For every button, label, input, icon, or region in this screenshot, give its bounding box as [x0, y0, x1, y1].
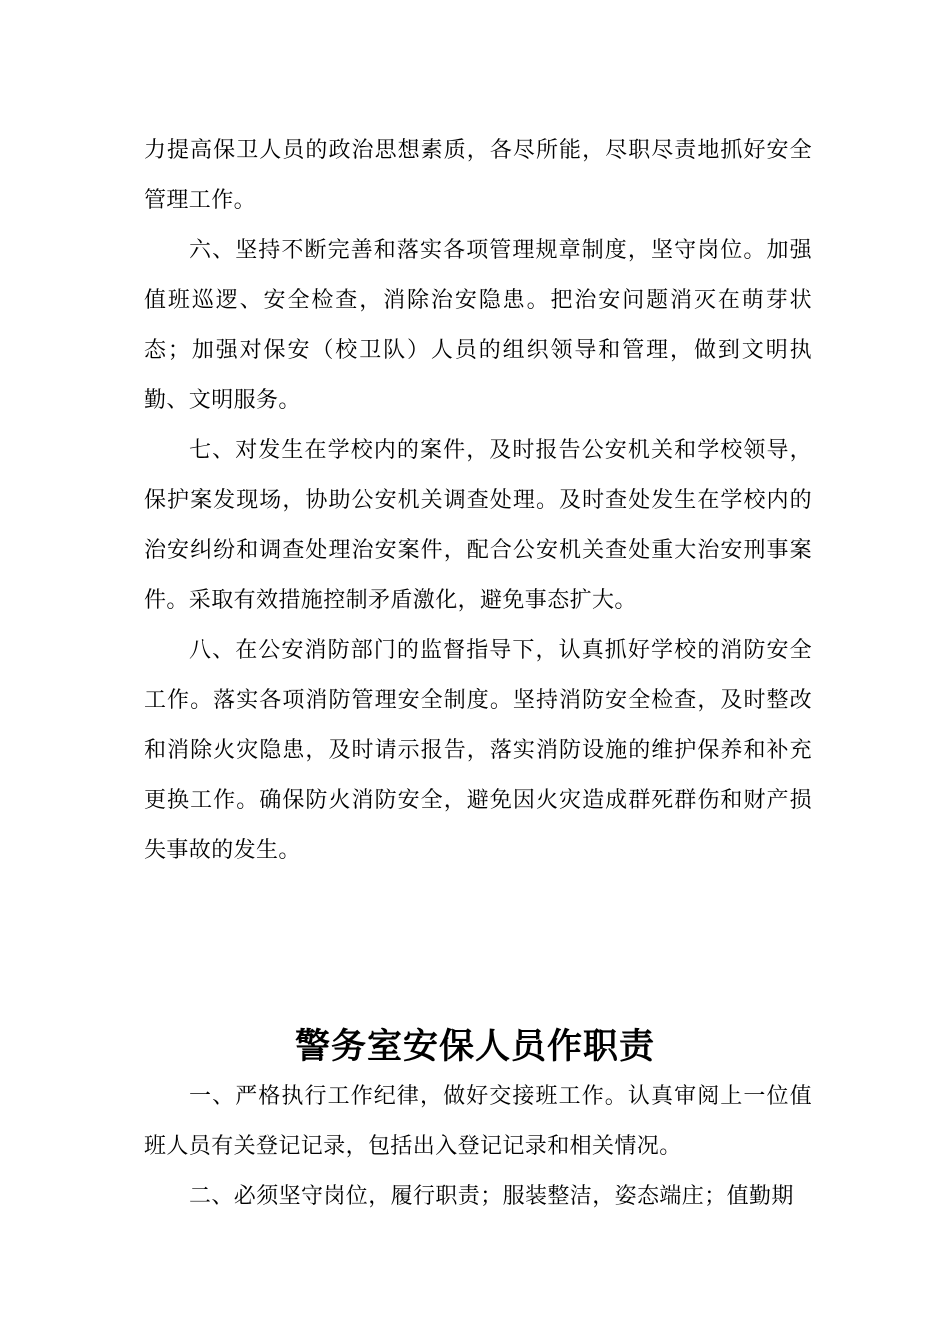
- paragraph-item-2: 二、必须坚守岗位，履行职责；服装整洁，姿态端庄；值勤期: [189, 1184, 794, 1209]
- section-title: 警务室安保人员作职责: [294, 1026, 655, 1067]
- paragraph-item-7: 七、对发生在学校内的案件，及时报告公安机关和学校领导，保护案发现场，协助公安机关调查处理。及时查处发生在学校内的治安纠纷和调查处理治安案件，配合公安机关查处重大治安刑事案件。采取有效措施控制矛盾激化，避免事态扩大。: [144, 438, 812, 613]
- previous-section-body: [144, 126, 812, 876]
- paragraph-item-1: 一、严格执行工作纪律，做好交接班工作。认真审阅上一位值班人员有关登记记录，包括出入登记记录和相关情况。: [144, 1084, 812, 1159]
- paragraph-item-6: 六、坚持不断完善和落实各项管理规章制度，坚守岗位。加强值班巡逻、安全检查，消除治安隐患。把治安问题消灭在萌芽状态；加强对保安（校卫队）人员的组织领导和管理，做到文明执勤、文明服务。: [144, 238, 812, 413]
- new-section-body: [144, 1072, 812, 1222]
- paragraph-item-8: 八、在公安消防部门的监督指导下，认真抓好学校的消防安全工作。落实各项消防管理安全制度。坚持消防安全检查，及时整改和消除火灾隐患，及时请示报告，落实消防设施的维护保养和补充更换工作。确保防火消防安全，避免因火灾造成群死群伤和财产损失事故的发生。: [144, 638, 812, 863]
- paragraph-continuation: 力提高保卫人员的政治思想素质，各尽所能，尽职尽责地抓好安全管理工作。: [144, 138, 812, 213]
